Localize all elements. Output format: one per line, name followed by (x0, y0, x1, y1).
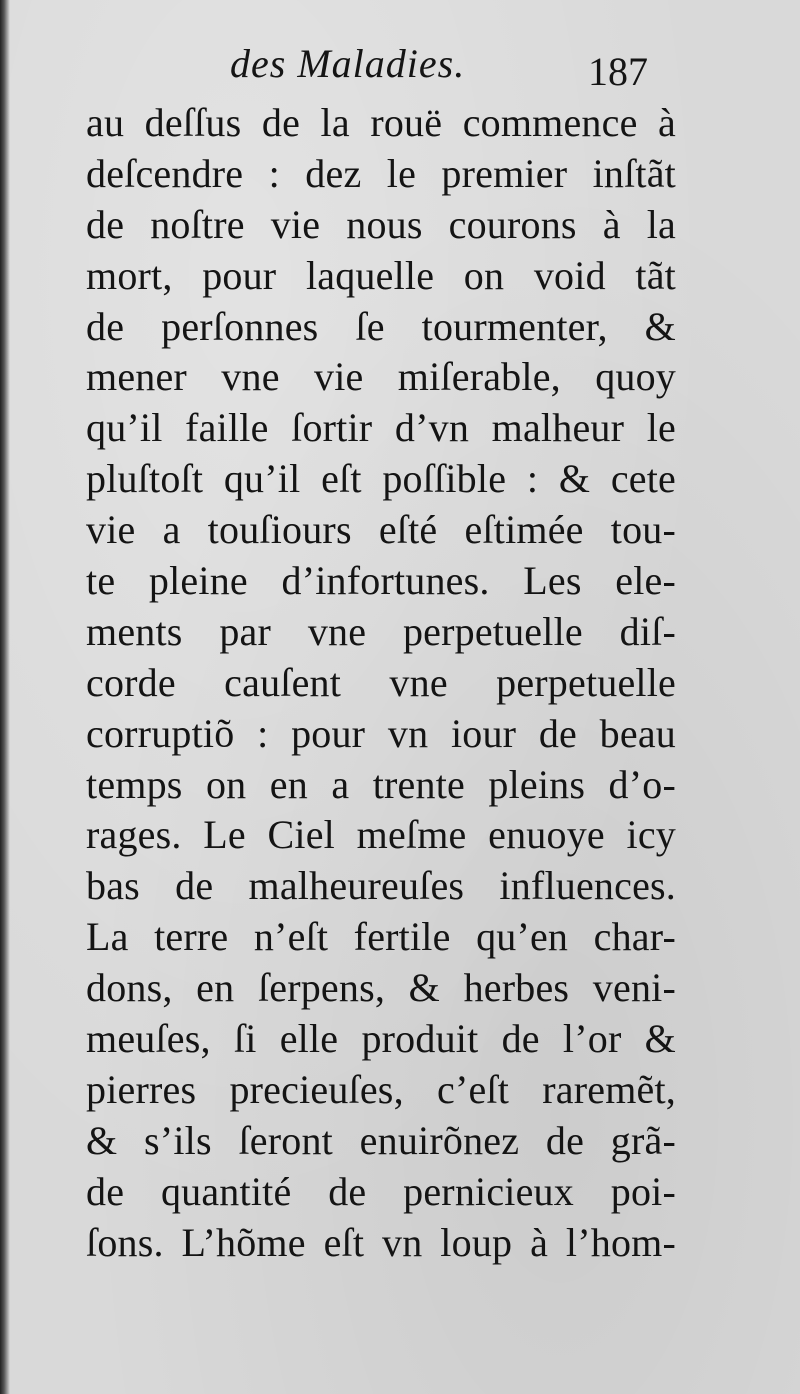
text-line: meuſes, ſi elle produit de l’or & (86, 1016, 676, 1062)
text-line: ments par vne perpetuelle diſ- (86, 608, 676, 654)
text-line: de noſtre vie nous courons à la (86, 201, 676, 247)
text-line: corde cauſent vne perpetuelle (86, 659, 676, 705)
text-line: pierres precieuſes, c’eſt raremẽt, (86, 1066, 676, 1112)
text-line: temps on en a trente pleins d’o- (86, 761, 676, 807)
text-line: mener vne vie miſerable, quoy (86, 354, 676, 400)
text-line: de perſonnes ſe tourmenter, & (86, 303, 676, 349)
text-line: ſons. L’hõme eſt vn loup à l’hom- (86, 1219, 676, 1265)
text-line: deſcendre : dez le premier inſtãt (86, 150, 676, 196)
text-line: pluſtoſt qu’il eſt poſſible : & cete (86, 456, 676, 502)
text-line: & s’ils ſeront enuirõnez de grã- (86, 1117, 676, 1163)
text-line: corruptiõ : pour vn iour de beau (86, 710, 676, 756)
body-text (86, 98, 676, 1268)
running-head: des Maladies. (230, 41, 466, 86)
text-line: bas de malheureuſes influences. (86, 863, 676, 909)
text-line: te pleine d’infortunes. Les ele- (86, 558, 676, 604)
page-number: 187 (588, 49, 648, 94)
page-gutter-shadow (0, 0, 10, 1394)
text-line: dons, en ſerpens, & herbes veni- (86, 965, 676, 1011)
text-line: vie a touſiours eſté eſtimée tou- (86, 507, 676, 553)
text-line: qu’il faille ſortir d’vn malheur le (86, 405, 676, 451)
text-line: La terre n’eſt fertile qu’en char- (86, 914, 676, 960)
text-line: rages. Le Ciel meſme enuoye icy (86, 812, 676, 858)
text-line: de quantité de pernicieux poi- (86, 1168, 676, 1214)
text-line: mort, pour laquelle on void tãt (86, 252, 676, 298)
text-line: au deſſus de la rouë commence à (86, 100, 676, 145)
